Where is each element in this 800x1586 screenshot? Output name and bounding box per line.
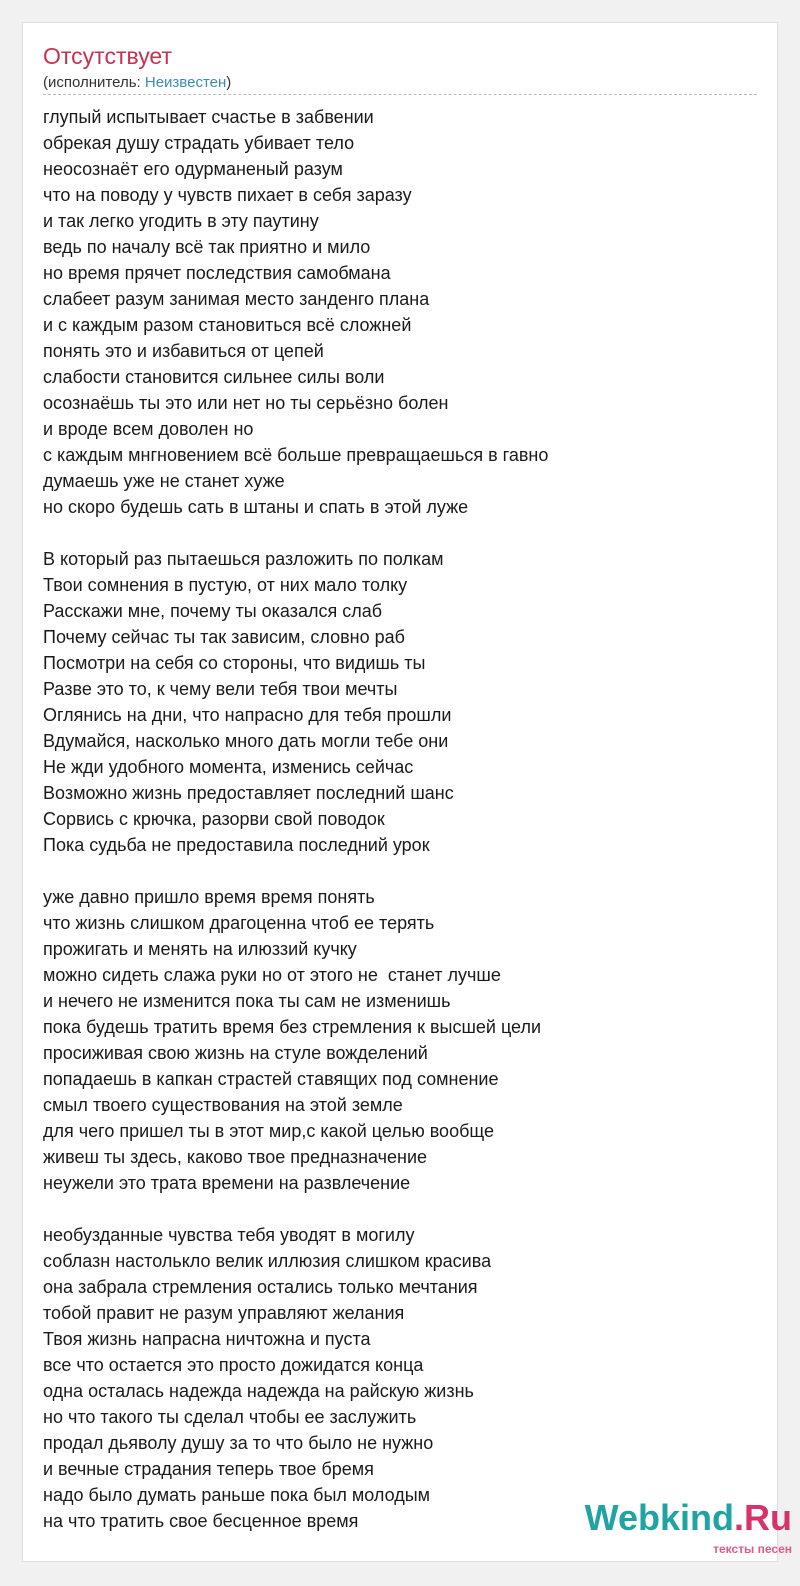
logo-subtitle: тексты песен <box>713 1542 792 1556</box>
lyric-line: попадаешь в капкан страстей ставящих под сомнение <box>43 1069 499 1089</box>
lyric-line: все что остается это просто дожидатся конца <box>43 1355 424 1375</box>
lyric-line: Пока судьба не предоставила последний урок <box>43 835 430 855</box>
lyric-line: Оглянись на дни, что напрасно для тебя прошли <box>43 705 452 725</box>
artist-suffix: ) <box>226 74 232 91</box>
lyric-line: соблазн настолькло велик иллюзия слишком красива <box>43 1251 492 1271</box>
song-title: Отсутствует <box>43 43 172 69</box>
lyric-line: Возможно жизнь предоставляет последний шанс <box>43 783 454 803</box>
lyric-line: можно сидеть слажа руки но от этого не станет лучше <box>43 965 501 985</box>
artist-link[interactable]: Неизвестен <box>144 74 227 91</box>
lyric-line: живеш ты здесь, каково твое предназначение <box>43 1147 428 1167</box>
lyric-line: с каждым мнгновением всё больше превращаешься в гавно <box>43 445 549 465</box>
lyric-line: что жизнь слишком драгоценна чтоб ее терять <box>43 913 435 933</box>
lyric-line: на что тратить свое бесценное время <box>43 1511 359 1531</box>
lyric-line: Посмотри на себя со стороны, что видишь ты <box>43 653 426 673</box>
lyric-line: прожигать и менять на илюззий кучку <box>43 939 357 959</box>
lyric-line: ведь по началу всё так приятно и мило <box>43 237 371 257</box>
lyric-line: что на поводу у чувств пихает в себя заразу <box>43 185 412 205</box>
lyric-line: она забрала стремления остались только мечтания <box>43 1277 478 1297</box>
lyrics-text <box>43 104 763 1534</box>
lyric-line: Твои сомнения в пустую, от них мало толку <box>43 575 408 595</box>
lyric-line: одна осталась надежда надежда на райскую жизнь <box>43 1381 474 1401</box>
lyric-line: В который раз пытаешься разложить по полкам <box>43 549 444 569</box>
lyric-line: уже давно пришло время время понять <box>43 887 375 907</box>
lyric-line: Расскажи мне, почему ты оказался слаб <box>43 601 383 621</box>
lyric-line: Разве это то, к чему вели тебя твои мечты <box>43 679 398 699</box>
lyric-line: думаешь уже не станет хуже <box>43 471 285 491</box>
lyric-line: необузданные чувства тебя уводят в могилу <box>43 1225 415 1245</box>
verse-gap <box>43 520 763 546</box>
artist-line <box>43 74 231 91</box>
lyric-line: продал дьяволу душу за то что было не нужно <box>43 1433 434 1453</box>
logo-tld-text: .Ru <box>734 1497 792 1538</box>
lyrics-card <box>22 22 778 1562</box>
lyric-line: Не жди удобного момента, изменись сейчас <box>43 757 414 777</box>
lyric-line: обрекая душу страдать убивает тело <box>43 133 355 153</box>
lyric-line: слабости становится сильнее силы воли <box>43 367 385 387</box>
lyric-line: Твоя жизнь напрасна ничтожна и пуста <box>43 1329 371 1349</box>
site-logo[interactable] <box>584 1497 792 1538</box>
lyric-line: неужели это трата времени на развлечение <box>43 1173 411 1193</box>
lyric-line: и с каждым разом становиться всё сложней <box>43 315 412 335</box>
lyric-line: просиживая свою жизнь на стуле вожделений <box>43 1043 428 1063</box>
divider <box>43 94 757 95</box>
lyric-line: надо было думать раньше пока был молодым <box>43 1485 431 1505</box>
lyric-line: пока будешь тратить время без стремления к высшей цели <box>43 1017 542 1037</box>
lyric-line: понять это и избавиться от цепей <box>43 341 324 361</box>
lyric-line: и так легко угодить в эту паутину <box>43 211 319 231</box>
lyric-line: но скоро будешь сать в штаны и спать в этой луже <box>43 497 469 517</box>
logo-main-text: Webkind <box>584 1497 734 1538</box>
lyric-line: и вроде всем доволен но <box>43 419 254 439</box>
lyric-line: смыл твоего существования на этой земле <box>43 1095 403 1115</box>
lyric-line: глупый испытывает счастье в забвении <box>43 107 374 127</box>
lyric-line: неосознаёт его одурманеный разум <box>43 159 343 179</box>
lyric-line: но что такого ты сделал чтобы ее заслужить <box>43 1407 417 1427</box>
lyric-line: для чего пришел ты в этот мир,с какой целью вообще <box>43 1121 495 1141</box>
lyric-line: Почему сейчас ты так зависим, словно раб <box>43 627 405 647</box>
lyric-line: Сорвись с крючка, разорви свой поводок <box>43 809 385 829</box>
lyric-line: осознаёшь ты это или нет но ты серьёзно болен <box>43 393 449 413</box>
lyric-line: тобой правит не разум управляют желания <box>43 1303 405 1323</box>
lyric-line: и вечные страдания теперь твое бремя <box>43 1459 374 1479</box>
lyric-line: Вдумайся, насколько много дать могли тебе они <box>43 731 449 751</box>
artist-prefix: (исполнитель: <box>43 74 145 91</box>
lyric-line: но время прячет последствия самобмана <box>43 263 391 283</box>
verse-gap <box>43 1196 763 1222</box>
lyric-line: и нечего не изменится пока ты сам не изменишь <box>43 991 451 1011</box>
lyric-line: слабеет разум занимая место занденго плана <box>43 289 430 309</box>
verse-gap <box>43 858 763 884</box>
